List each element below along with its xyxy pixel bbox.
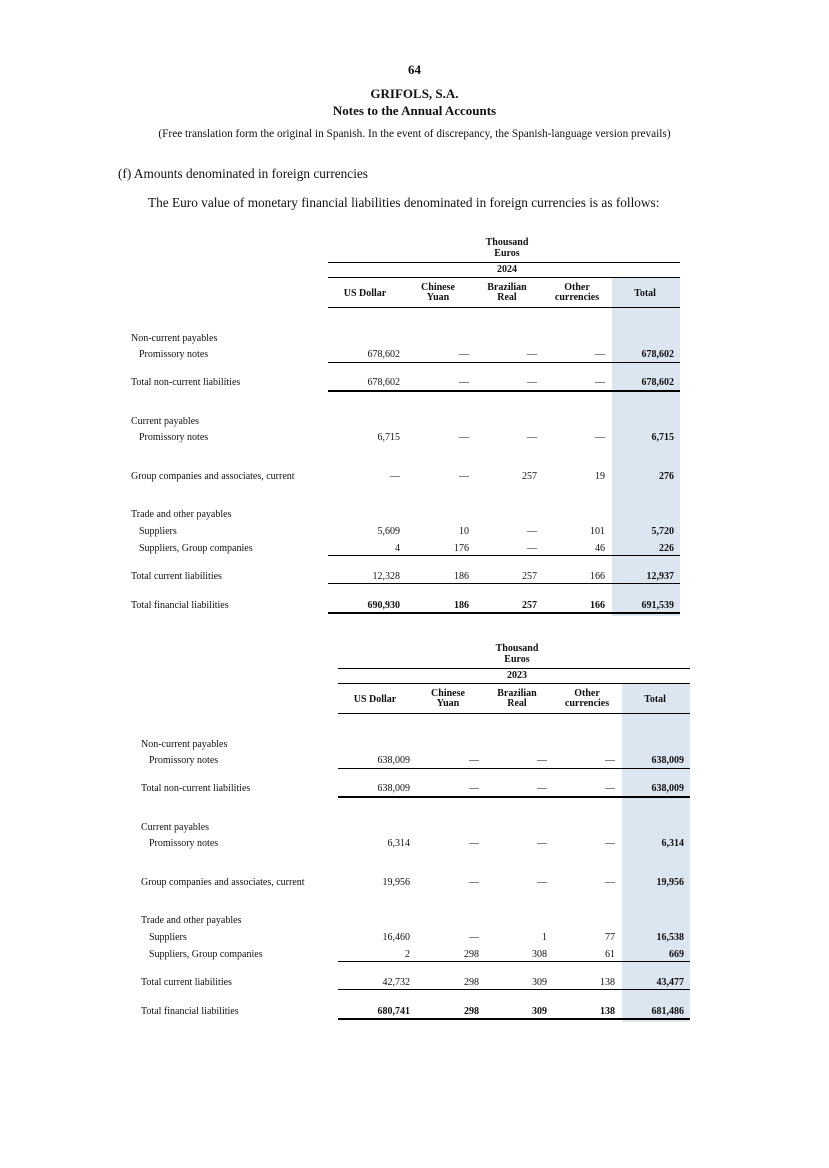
table-2024-row-label-ncp_prom: Promissory notes [139, 349, 209, 360]
table-2023-section-trade: Trade and other payables [141, 915, 242, 926]
table-2023-cell-total_fl-0: 680,741 [377, 1006, 410, 1017]
table-2024-cell-suppliers-4: 5,720 [651, 526, 674, 537]
table-2024-cell-total_ncl-0: 678,602 [367, 377, 400, 388]
company-name: GRIFOLS, S.A. [370, 86, 459, 101]
table-2024-cell-suppliers-0: 5,609 [377, 526, 400, 537]
table-2023-column-header-4: Total [644, 694, 666, 705]
table-2023-cell-cp_prom-1: — [469, 838, 479, 849]
table-2024-cell-total_cl-2: 257 [522, 571, 537, 582]
table-2024-rule-suppliers [328, 555, 680, 556]
section-heading: (f) Amounts denominated in foreign currencies [118, 166, 368, 181]
table-2023-year-rule [338, 683, 690, 684]
table-2023-cell-group-1: — [469, 877, 479, 888]
table-2023-cell-cp_prom-4: 6,314 [661, 838, 684, 849]
table-2024-year-rule [328, 277, 680, 278]
table-2023-cell-suppliers_group-1: 298 [464, 949, 479, 960]
table-2024-cell-total_ncl-3: — [595, 377, 605, 388]
table-2023-cell-suppliers_group-2: 308 [532, 949, 547, 960]
table-2023-cell-suppliers-3: 77 [605, 932, 615, 943]
table-2023-cell-suppliers-1: — [469, 932, 479, 943]
table-2024-row-label-suppliers_group: Suppliers, Group companies [139, 543, 253, 554]
table-2023-cell-total_cl-1: 298 [464, 977, 479, 988]
table-2024-cell-suppliers_group-0: 4 [395, 543, 400, 554]
table-2023-unit-label-2: Euros [504, 654, 530, 665]
table-2023-unit-label-1: Thousand [495, 643, 539, 654]
table-2023-row-label-suppliers: Suppliers [149, 932, 187, 943]
table-2023-section-ncp: Non-current payables [141, 739, 228, 750]
table-2024-cell-total_ncl-4: 678,602 [641, 377, 674, 388]
table-2023-cell-group-3: — [605, 877, 615, 888]
table-2024-row-label-cp_prom: Promissory notes [139, 432, 209, 443]
table-2023-cell-group-0: 19,956 [382, 877, 410, 888]
table-2024-cell-suppliers_group-1: 176 [454, 543, 469, 554]
table-2023-cell-total_cl-2: 309 [532, 977, 547, 988]
table-2023-cell-group-4: 19,956 [656, 877, 684, 888]
table-2024-cell-group-3: 19 [595, 471, 605, 482]
table-2023-cell-total_cl-0: 42,732 [382, 977, 410, 988]
table-2023-rule-suppliers [338, 961, 690, 962]
table-2023-cell-total_ncl-3: — [605, 783, 615, 794]
table-2023-cell-suppliers-2: 1 [542, 932, 547, 943]
table-2024-cell-suppliers_group-4: 226 [659, 543, 674, 554]
table-2024-cell-cp_prom-3: — [595, 432, 605, 443]
table-2023-cell-suppliers_group-0: 2 [405, 949, 410, 960]
table-2024-cell-group-0: — [390, 471, 400, 482]
table-2023-cell-total_cl-4: 43,477 [656, 977, 684, 988]
table-2023-column-header-3: Other currencies [564, 688, 610, 709]
table-2023-column-header-2: Brazilian Real [497, 688, 537, 709]
table-2023-cell-total_ncl-2: — [537, 783, 547, 794]
table-2023-cell-total_cl-3: 138 [600, 977, 615, 988]
table-2024-unit-rule [328, 262, 680, 263]
table-2024-cell-cp_prom-1: — [459, 432, 469, 443]
table-2023-cell-ncp_prom-0: 638,009 [377, 755, 410, 766]
table-2024-cell-ncp_prom-2: — [527, 349, 537, 360]
table-2024-column-header-1: Chinese Yuan [421, 282, 455, 303]
table-2023-cell-ncp_prom-2: — [537, 755, 547, 766]
table-2024-row-label-total_fl: Total financial liabilities [131, 600, 229, 611]
document-title: Notes to the Annual Accounts [332, 103, 497, 118]
table-2024-row-label-total_cl: Total current liabilities [131, 571, 222, 582]
table-2024-cell-cp_prom-4: 6,715 [651, 432, 674, 443]
table-2024-cell-cp_prom-0: 6,715 [377, 432, 400, 443]
table-2024-cell-suppliers_group-2: — [527, 543, 537, 554]
table-2023-cell-ncp_prom-3: — [605, 755, 615, 766]
table-2023-cell-suppliers_group-4: 669 [669, 949, 684, 960]
table-2023-row-label-ncp_prom: Promissory notes [149, 755, 219, 766]
table-2023-header-rule [338, 713, 690, 714]
table-2023-row-label-total_cl: Total current liabilities [141, 977, 232, 988]
table-2024-column-header-2: Brazilian Real [487, 282, 527, 303]
table-2024-cell-total_ncl-1: — [459, 377, 469, 388]
table-2023-cell-total_ncl-1: — [469, 783, 479, 794]
table-2024-cell-ncp_prom-3: — [595, 349, 605, 360]
table-2024-cell-total_fl-2: 257 [522, 600, 537, 611]
table-2023-row-label-group: Group companies and associates, current [141, 877, 305, 888]
table-2024-cell-group-2: 257 [522, 471, 537, 482]
table-2024-row-label-total_ncl: Total non-current liabilities [131, 377, 241, 388]
table-2024-rule-total-ncl [328, 390, 680, 392]
table-2023-rule-ncp [338, 768, 690, 769]
table-2023-cell-total_fl-3: 138 [600, 1006, 615, 1017]
table-2024-section-ncp: Non-current payables [131, 333, 218, 344]
table-2023-row-label-cp_prom: Promissory notes [149, 838, 219, 849]
table-2023-cell-group-2: — [537, 877, 547, 888]
table-2023-cell-ncp_prom-4: 638,009 [651, 755, 684, 766]
table-2023-cell-total_fl-1: 298 [464, 1006, 479, 1017]
table-2023-cell-total_fl-4: 681,486 [651, 1006, 684, 1017]
table-2023-rule-total-fl [338, 1018, 690, 1020]
table-2024-cell-total_fl-0: 690,930 [367, 600, 400, 611]
table-2024-rule-total-fl [328, 612, 680, 614]
table-2024-cell-group-1: — [459, 471, 469, 482]
table-2023-cell-total_ncl-4: 638,009 [651, 783, 684, 794]
table-2024-cell-total_cl-3: 166 [590, 571, 605, 582]
table-2024-cell-total_cl-4: 12,937 [646, 571, 674, 582]
table-2024-section-cp: Current payables [131, 416, 200, 427]
table-2023-cell-cp_prom-0: 6,314 [387, 838, 410, 849]
table-2024-cell-suppliers-1: 10 [459, 526, 469, 537]
table-2023-cell-cp_prom-3: — [605, 838, 615, 849]
table-2024-cell-total_fl-3: 166 [590, 600, 605, 611]
table-2024-column-header-0: US Dollar [343, 288, 387, 299]
table-2023-cell-suppliers_group-3: 61 [605, 949, 615, 960]
table-2024-row-label-suppliers: Suppliers [139, 526, 177, 537]
table-2023-section-cp: Current payables [141, 822, 210, 833]
table-2023-year-label: 2023 [507, 670, 527, 681]
table-2024-cell-total_ncl-2: — [527, 377, 537, 388]
table-2023-total-column-shade [622, 684, 690, 1022]
table-2023-row-label-total_fl: Total financial liabilities [141, 1006, 239, 1017]
table-2024-unit-label-1: Thousand [485, 237, 529, 248]
table-2023-cell-suppliers-0: 16,460 [382, 932, 410, 943]
table-2024-cell-suppliers-2: — [527, 526, 537, 537]
table-2024-cell-total_cl-1: 186 [454, 571, 469, 582]
table-2023-row-label-total_ncl: Total non-current liabilities [141, 783, 251, 794]
table-2023-rule-total-cl [338, 989, 690, 990]
table-2023-cell-total_fl-2: 309 [532, 1006, 547, 1017]
table-2023-unit-rule [338, 668, 690, 669]
table-2023-cell-total_ncl-0: 638,009 [377, 783, 410, 794]
table-2024-unit-label-2: Euros [494, 248, 520, 259]
table-2024-column-header-3: Other currencies [554, 282, 600, 303]
table-2024-row-label-group: Group companies and associates, current [131, 471, 295, 482]
table-2024-cell-suppliers_group-3: 46 [595, 543, 605, 554]
table-2024-cell-total_fl-1: 186 [454, 600, 469, 611]
table-2024-cell-cp_prom-2: — [527, 432, 537, 443]
table-2023-row-label-suppliers_group: Suppliers, Group companies [149, 949, 263, 960]
table-2024-cell-total_fl-4: 691,539 [641, 600, 674, 611]
table-2024-cell-group-4: 276 [659, 471, 674, 482]
table-2023-column-header-0: US Dollar [353, 694, 397, 705]
table-2023-column-header-1: Chinese Yuan [431, 688, 465, 709]
table-2024-section-trade: Trade and other payables [131, 509, 232, 520]
table-2024-year-label: 2024 [497, 264, 517, 275]
table-2023-cell-ncp_prom-1: — [469, 755, 479, 766]
table-2024-column-header-4: Total [634, 288, 656, 299]
table-2023-cell-suppliers-4: 16,538 [656, 932, 684, 943]
table-2023-rule-total-ncl [338, 796, 690, 798]
table-2024-cell-ncp_prom-4: 678,602 [641, 349, 674, 360]
table-2024-header-rule [328, 307, 680, 308]
table-2023-cell-cp_prom-2: — [537, 838, 547, 849]
table-2024-cell-ncp_prom-1: — [459, 349, 469, 360]
table-2024-cell-ncp_prom-0: 678,602 [367, 349, 400, 360]
table-2024-cell-total_cl-0: 12,328 [372, 571, 400, 582]
translation-note: (Free translation form the original in Spanish. In the event of discrepancy, the Spanish-language version prevails) [158, 128, 671, 140]
table-2024-rule-total-cl [328, 583, 680, 584]
page-number: 64 [408, 62, 421, 77]
table-2024-total-column-shade [612, 278, 680, 616]
table-2024-cell-suppliers-3: 101 [590, 526, 605, 537]
intro-paragraph: The Euro value of monetary financial liabilities denominated in foreign currencies is as follows: [148, 195, 660, 210]
table-2024-rule-ncp [328, 362, 680, 363]
